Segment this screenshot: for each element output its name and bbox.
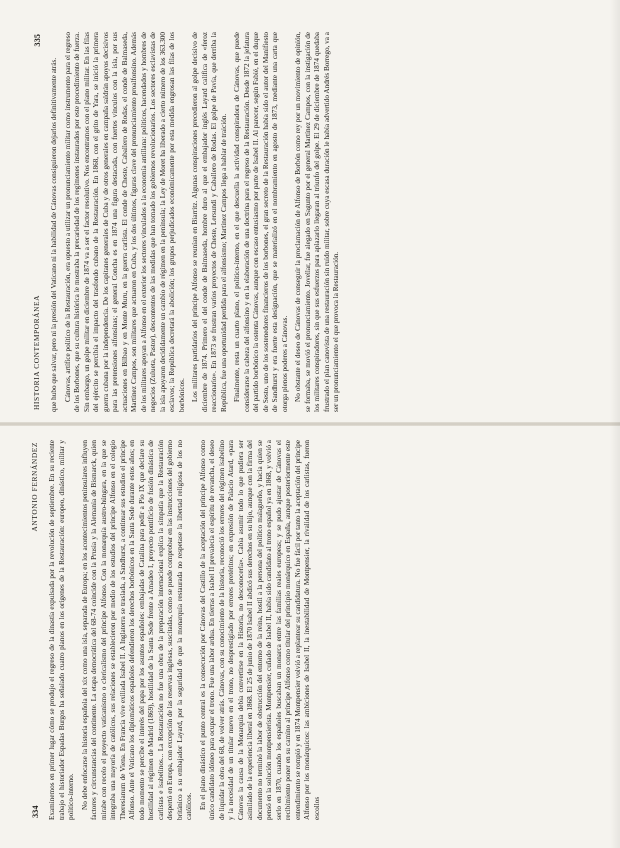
paragraph: Los militares partidarios del príncipe Alfonso se reunían en Biarritz. Algunas conspiraciones precedieron al golpe decisivo de diciembre de 1874. Primero el del conde de Balmaseda, hombre duro al que el embajador inglés Layard califica de «feroz reaccionario». En 1873 se frustran varios proyectos de Cheste, Lersundi y Caballero de Rodas. El golpe de Pavía, que derriba la República, fue una oportunidad perdida para el alfonsismo; Martínez Campos llega a hablar de traición. xyxy=(191,32,228,412)
paragraph: No debe enfocarse la historia española del xix como una isla, separada de Europa; en los acontecimientos peninsulares influyen factores y circunstancias del continente. La etapa democrática del 68-74 coincide con la Prusia y la Alemania de Bismarck, quien mirabe con recelo el proyecto vaticanismo o clericalismo del príncipe Alfonso. Con la monarquía austro-húngara, en la que se integraba una mayoría de católicos, sus relaciones se establecieron por medio de los estudios del príncipe Alfonso en el colegio Theresianum de Viena. En Francia vive exiliada Isabel II. A Inglaterra se traslada, a Sandhurst, a continuar sus estudios el príncipe Alfonso. Ante el Vaticano los diplomáticos españoles defendieron los derechos borbónicos en la Santa Sede durante estos años; en todo momento se percibe el interés del papa por los asuntos españoles: embajadas de Catalina para pedir a Pío IX que declare su hostilidad al régimen de Madrid (1869), hostilidad de la Santa Sede frente a Amadeo I, proyecto pontificio de fusión dinástica de carlistas e isabelinos... La Restauración no fue una obra de la preparación internacional explica la simpatía que la Restauración despertó en Europa, con excepción de las reservas inglesas, suscitadas, como se puede comprobar en las instrucciones del gobierno británico a su embajador Layard, por la seguridad de que la monarquía restaurada no respetase la libertad religiosa de los no católicos. xyxy=(80,440,194,820)
book-spine-fold xyxy=(0,422,620,426)
paragraph: Examinemos en primer lugar cómo se produjo el regreso de la dinastía expulsada por la revolución de septiembre. En su reciente trabajo el historiador Espadas Burgos ha señalado cuatro planos en los orígenes de la Restauración: europeo, dinástico, militar y político-interno. xyxy=(48,440,76,820)
right-running-head xyxy=(32,32,43,412)
left-running-title: ANTONIO FERNÁNDEZ xyxy=(30,442,39,532)
right-page-number: 335 xyxy=(33,34,42,47)
left-page xyxy=(30,440,590,820)
left-column xyxy=(48,440,578,820)
left-running-head xyxy=(30,440,41,820)
left-page-body xyxy=(48,440,578,820)
right-page xyxy=(32,32,592,412)
right-page-body xyxy=(50,32,580,412)
right-running-title: HISTORIA CONTEMPORÁNEA xyxy=(32,294,41,410)
right-column xyxy=(50,32,580,412)
paragraph: Finalmente, resta un cuarto plano, el político-interno, en el que descuella la actividad conspiradora de Cánovas, que puede considerarse la cabeza del alfonsino y en la elaboración de una doctrina para el regreso de la Restauración. Desde 1872 la jefatura del partido borbónico la ostenta Cánovas, aunque con escaso entusiasmo por parte de Isabel II. Al parecer, según Fabié, en el duque de Sesto, uno de los sostenedores financieros de los borbones, el gran secreto de la Restauración había sido el autor del Manifiesto de Sandhurst y era fuerte esta designación, que se materializó en el nombramiento en agosto de 1873, mediante una carta que otorga plenos poderes a Cánovas. xyxy=(233,32,289,412)
paragraph: No obstante el deseo de Cánovas de conseguir la proclamación de Alfonso de Borbón como rey por un movimiento de opinión, se formaba, se movió el pronunciamiento. Jovellar, fue alegado en Sagunto por el general Martínez Campos, con la instigación de los militares conspiradores, sin que sus esfuerzos para aplazarlo llegaran al triunfo del golpe. El 29 de diciembre de 1874 quedaba frustrado el plan canovista de una restauración sin ruido militar, sobre cuya escasa duración le había advertido Andrés Borrego, va a ser un pronunciamiento el que provoca la Restauración. xyxy=(294,32,341,412)
left-page-number: 334 xyxy=(31,805,40,818)
page-edge-shadow xyxy=(610,0,620,848)
paragraph: que hubo que salvar, pero ni la presión del Vaticano ni la habilidad de Cánovas consiguieron dejarlos definitivamente atrás. xyxy=(50,57,59,412)
paragraph: Cánovas, artífice político de la Restauración, era opuesto a utilizar un pronunciamiento militar como instrumento para el regreso de los Borbones, que su cultura histórica le mostraba la precariedad de los regímenes instaurados por este procedimiento de fuerza. Sin embargo, un golpe militar en diciembre de 1874 va a ser el factor resolutivo. Nos encontramos con el plano militar. En las filas del ejército se percibía el impacto del trasfondo cubano de la Restauración. En 1868, con el grito de Yara, se inició la primera guerra cubana por la independencia. De los capitanes generales de Cuba y de otros generales en campaña saldrán apoyos decisivos para las pretensiones alfonsinas; el general Concha es en 1874 una figura destacada, con fuertes vínculos con la isla, por sus actuaciones en Bilbao y en Monte Muru, en la guerra carlista. El conde de Cheste, Caballero de Rodas, el conde de Balmaseda, Martínez Campos, son militares que actuaron en Cuba, y los dos últimos, figuras clave del pronunciamiento proalfonsino. Además de los militares apoyan a Alfonso en el exterior los sectores vinculados a la economía antillana: políticos, hacendados y hombres de negocios (Zulueta, Pastor), descontentos de las medidas que han tomado los gobiernos revolucionarios. Los sectores esclavistas de la isla apoyaron decididamente un cambio de régimen en la península; la Ley de Moret ha liberado a cierto número de los 363.300 esclavos; la República decretará la abolición; los grupos perjudicados económicamente por esta medida engrosan las filas de los borbónicos. xyxy=(63,32,186,412)
paragraph: En el plano dinástico el punto central es la consecución por Cánovas del Castillo de la aceptación del príncipe Alfonso como único candidato idóneo para ocupar el trono. Fue una labor ardua. En tierras a Isabel II prevalecía el espíritu de revancha, el deseo de liquidar la obra del 68, de volver atrás. Cánovas, con su conocimiento de la historia, reconoció los errores del régimen isabelino y la necesidad de un titular nuevo en el trono, no desprestigiado por errores pretéritos; en expresión de Palacio Atard, «para Cánovas la causa de la Monarquía debía convertirse en la Historia, no desconocerla». Cabía asumir todo lo que pudiera ser asimilado de la experiencia liberal en 1868. El 25 de junio de 1870 Isabel II abdicó sus derechos en su hijo, aunque con la firma del documento no terminó la labor de obstrucción del entorno de la reina, hostil a la persona del político malagueño, y hacia quien se pensó en la solución montpensierista. Montpensier, cuñado de Isabel II, había sido candidato al trono español ya en 1868, y volvió a serlo en 1870, cuando los españoles buscaban un monarca entre las familias reales europeas; y se pudo ajustar de Cánovas el recibimiento poner en su camino al príncipe Alfonso como titular del principio monárquico en España, aunque posteriormente este entendimiento se rompió y en 1874 Montpensier volvió a replantear su candidatura. No fue fácil por tanto la aceptación del príncipe Alfonso por los monárquicos: las ambiciones de Isabel II, la inestabilidad de Montpensier, la rivalidad de los carlistas, fueron escollos xyxy=(198,440,321,820)
